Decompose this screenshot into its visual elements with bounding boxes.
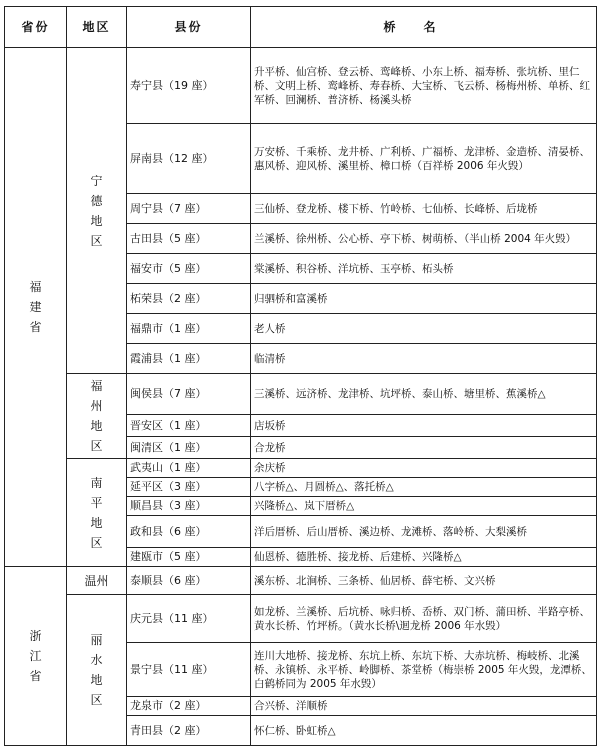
header-county: 县份: [127, 7, 251, 48]
county-cell: 景宁县（11 座）: [127, 643, 251, 697]
region-cell: [67, 459, 127, 567]
region-cell: [67, 48, 127, 374]
bridge-names-cell: 三仙桥、登龙桥、楼下桥、竹岭桥、七仙桥、长峰桥、后垅桥: [251, 194, 597, 224]
county-cell: 庆元县（11 座）: [127, 595, 251, 643]
header-bridges: 桥名: [251, 7, 597, 48]
county-cell: 柘荣县（2 座）: [127, 284, 251, 314]
table-row: [5, 374, 597, 415]
bridge-names-cell: 如龙桥、兰溪桥、后坑桥、咏归桥、岙桥、双门桥、蒲田桥、半路亭桥、黄水长桥、竹坪桥。（黄水长桥\迴龙桥 2006 年水毁）: [251, 595, 597, 643]
province-name: 浙江省: [29, 629, 42, 683]
region-name: 丽水地区: [90, 633, 103, 707]
bridge-names-cell: 合龙桥: [251, 437, 597, 459]
province-name: 福建省: [29, 280, 42, 334]
county-cell: 闽侯县（7 座）: [127, 374, 251, 415]
bridge-names-cell: 临清桥: [251, 344, 597, 374]
bridge-names-cell: 棠溪桥、积谷桥、洋坑桥、玉亭桥、柘头桥: [251, 254, 597, 284]
table-row: [5, 567, 597, 595]
province-cell: [5, 567, 67, 746]
bridge-names-cell: 合兴桥、洋顺桥: [251, 697, 597, 716]
county-cell: 顺昌县（3 座）: [127, 497, 251, 516]
table-row: [5, 595, 597, 643]
region-name: 温州: [84, 573, 109, 588]
bridge-names-cell: 归驷桥和富溪桥: [251, 284, 597, 314]
table-body: [5, 48, 597, 746]
county-cell: 闽清区（1 座）: [127, 437, 251, 459]
bridge-names-cell: 老人桥: [251, 314, 597, 344]
header-region: 地区: [67, 7, 127, 48]
region-name: 宁德地区: [90, 173, 103, 248]
county-cell: 周宁县（7 座）: [127, 194, 251, 224]
county-cell: 青田县（2 座）: [127, 716, 251, 746]
bridge-names-cell: 店坂桥: [251, 415, 597, 437]
county-cell: 霞浦县（1 座）: [127, 344, 251, 374]
bridge-names-cell: 八字桥△、月圆桥△、落托桥△: [251, 478, 597, 497]
bridge-names-cell: 怀仁桥、卧虹桥△: [251, 716, 597, 746]
county-cell: 寿宁县（19 座）: [127, 48, 251, 124]
bridge-names-cell: 溪东桥、北涧桥、三条桥、仙居桥、薛宅桥、文兴桥: [251, 567, 597, 595]
county-cell: 延平区（3 座）: [127, 478, 251, 497]
region-cell: [67, 595, 127, 746]
county-cell: 福安市（5 座）: [127, 254, 251, 284]
bridge-names-cell: 兴隆桥△、岚下厝桥△: [251, 497, 597, 516]
table-row: [5, 48, 597, 124]
county-cell: 屏南县（12 座）: [127, 124, 251, 194]
province-cell: [5, 48, 67, 567]
bridge-names-cell: 万安桥、千乘桥、龙井桥、广利桥、广福桥、龙津桥、金造桥、清晏桥、惠风桥、迎风桥、溪里桥、樟口桥（百祥桥 2006 年火毁）: [251, 124, 597, 194]
table-row: [5, 459, 597, 478]
county-cell: 龙泉市（2 座）: [127, 697, 251, 716]
county-cell: 晋安区（1 座）: [127, 415, 251, 437]
county-cell: 建瓯市（5 座）: [127, 548, 251, 567]
bridge-table: [4, 6, 597, 746]
header-province: 省份: [5, 7, 67, 48]
county-cell: 古田县（5 座）: [127, 224, 251, 254]
bridge-names-cell: 连川大地桥、接龙桥、东坑上桥、东坑下桥、大赤坑桥、梅岐桥、北溪桥、永镇桥、永平桥、岭脚桥、茶堂桥（梅崇桥 2005 年火毁，龙潭桥、白鹤桥同为 2005 年水毁）: [251, 643, 597, 697]
county-cell: 武夷山（1 座）: [127, 459, 251, 478]
region-name: 福州地区: [90, 379, 103, 453]
county-cell: 泰顺县（6 座）: [127, 567, 251, 595]
bridge-names-cell: 三溪桥、远济桥、龙津桥、坑坪桥、泰山桥、塘里桥、蕉溪桥△: [251, 374, 597, 415]
bridge-names-cell: 仙恩桥、德胜桥、接龙桥、后建桥、兴隆桥△: [251, 548, 597, 567]
bridge-names-cell: 兰溪桥、徐州桥、公心桥、亭下桥、树萌桥、（半山桥 2004 年火毁）: [251, 224, 597, 254]
county-cell: 福鼎市（1 座）: [127, 314, 251, 344]
bridge-names-cell: 升平桥、仙宫桥、登云桥、鸾峰桥、小东上桥、福寿桥、张坑桥、里仁桥、文明上桥、鸾峰桥、寿春桥、大宝桥、飞云桥、杨梅州桥、单桥、红军桥、回澜桥、普济桥、杨溪头桥: [251, 48, 597, 124]
header-row: [5, 7, 597, 48]
region-name: 南平地区: [90, 475, 103, 550]
region-cell: [67, 567, 127, 595]
county-cell: 政和县（6 座）: [127, 516, 251, 548]
region-cell: [67, 374, 127, 459]
bridge-names-cell: 余庆桥: [251, 459, 597, 478]
bridge-names-cell: 洋后厝桥、后山厝桥、溪边桥、龙滩桥、落岭桥、大梨溪桥: [251, 516, 597, 548]
